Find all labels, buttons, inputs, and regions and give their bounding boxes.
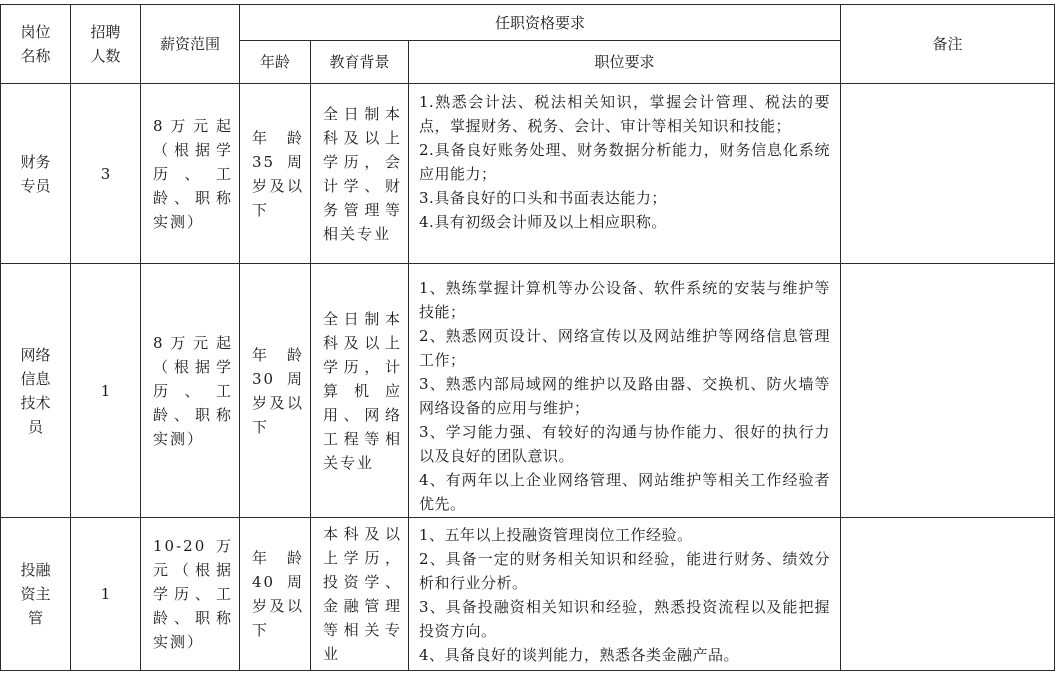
cell-salary: 8万元起（根据学历、工龄、职称实测） — [141, 84, 240, 264]
table-row — [1, 264, 1055, 518]
table-row — [1, 518, 1055, 671]
header-requirements: 职位要求 — [409, 41, 841, 84]
requirement-item: 2、具备一定的财务相关知识和经验，能进行财务、绩效分析和行业分析。 — [419, 550, 831, 592]
cell-age: 年龄35周岁及以下 — [240, 84, 311, 264]
cell-education: 本科及以上学历，投资学、金融管理等相关专业 — [311, 518, 409, 671]
requirement-item: 1、五年以上投融资管理岗位工作经验。 — [419, 526, 693, 544]
cell-position: 财务 专员 — [1, 84, 71, 264]
requirement-item: 3、具备投融资相关知识和经验，熟悉投资流程以及能把握投资方向。 — [419, 598, 831, 640]
cell-salary: 10-20 万元（根据学历、工龄、职称实测） — [141, 518, 240, 671]
cell-salary: 8万元起（根据学历、工龄、职称实测） — [141, 264, 240, 518]
requirement-item: 1.熟悉会计法、税法相关知识，掌握会计管理、税法的要点，掌握财务、税务、会计、审计等相关知识和技能； — [419, 93, 831, 135]
requirement-item: 1、熟练掌握计算机等办公设备、软件系统的安装与维护等技能； — [419, 279, 831, 321]
requirement-item: 3、学习能力强、有较好的沟通与协作能力、很好的执行力以及良好的团队意识。 — [419, 423, 831, 465]
cell-headcount: 1 — [71, 518, 141, 671]
header-age: 年龄 — [240, 41, 311, 84]
cell-age: 年龄40周岁及以下 — [240, 518, 311, 671]
requirement-item: 4.具有初级会计师及以上相应职称。 — [419, 213, 667, 231]
cell-education: 全日制本科及以上学历，计算机应用、网络工程等相关专业 — [311, 264, 409, 518]
header-headcount: 招聘 人数 — [71, 5, 141, 84]
recruitment-table — [0, 4, 1055, 671]
cell-requirements — [409, 264, 841, 518]
requirement-item: 4、有两年以上企业网络管理、网站维护等相关工作经验者优先。 — [419, 471, 831, 513]
header-salary: 薪资范围 — [141, 5, 240, 84]
requirement-item: 2.具备良好账务处理、财务数据分析能力，财务信息化系统应用能力； — [419, 141, 831, 183]
header-row-1 — [1, 5, 1055, 41]
cell-headcount: 3 — [71, 84, 141, 264]
requirement-item: 3.具备良好的口头和书面表达能力； — [419, 189, 667, 207]
requirement-item: 4、具备良好的谈判能力，熟悉各类金融产品。 — [419, 646, 740, 664]
cell-position: 投融 资主 管 — [1, 518, 71, 671]
cell-requirements — [409, 84, 841, 264]
table-row — [1, 84, 1055, 264]
requirement-item: 3、熟悉内部局域网的维护以及路由器、交换机、防火墙等网络设备的应用与维护； — [419, 375, 831, 417]
cell-notes — [841, 264, 1055, 518]
cell-education: 全日制本科及以上学历，会计学、财务管理等相关专业 — [311, 84, 409, 264]
header-position-name: 岗位 名称 — [1, 5, 71, 84]
header-notes: 备注 — [841, 5, 1055, 84]
cell-age: 年龄30周岁及以下 — [240, 264, 311, 518]
header-qualifications: 任职资格要求 — [240, 5, 841, 41]
cell-position: 网络 信息 技术 员 — [1, 264, 71, 518]
cell-requirements — [409, 518, 841, 671]
cell-headcount: 1 — [71, 264, 141, 518]
cell-notes — [841, 518, 1055, 671]
cell-notes — [841, 84, 1055, 264]
header-education: 教育背景 — [311, 41, 409, 84]
requirement-item: 2、熟悉网页设计、网络宣传以及网站维护等网络信息管理工作； — [419, 327, 831, 369]
